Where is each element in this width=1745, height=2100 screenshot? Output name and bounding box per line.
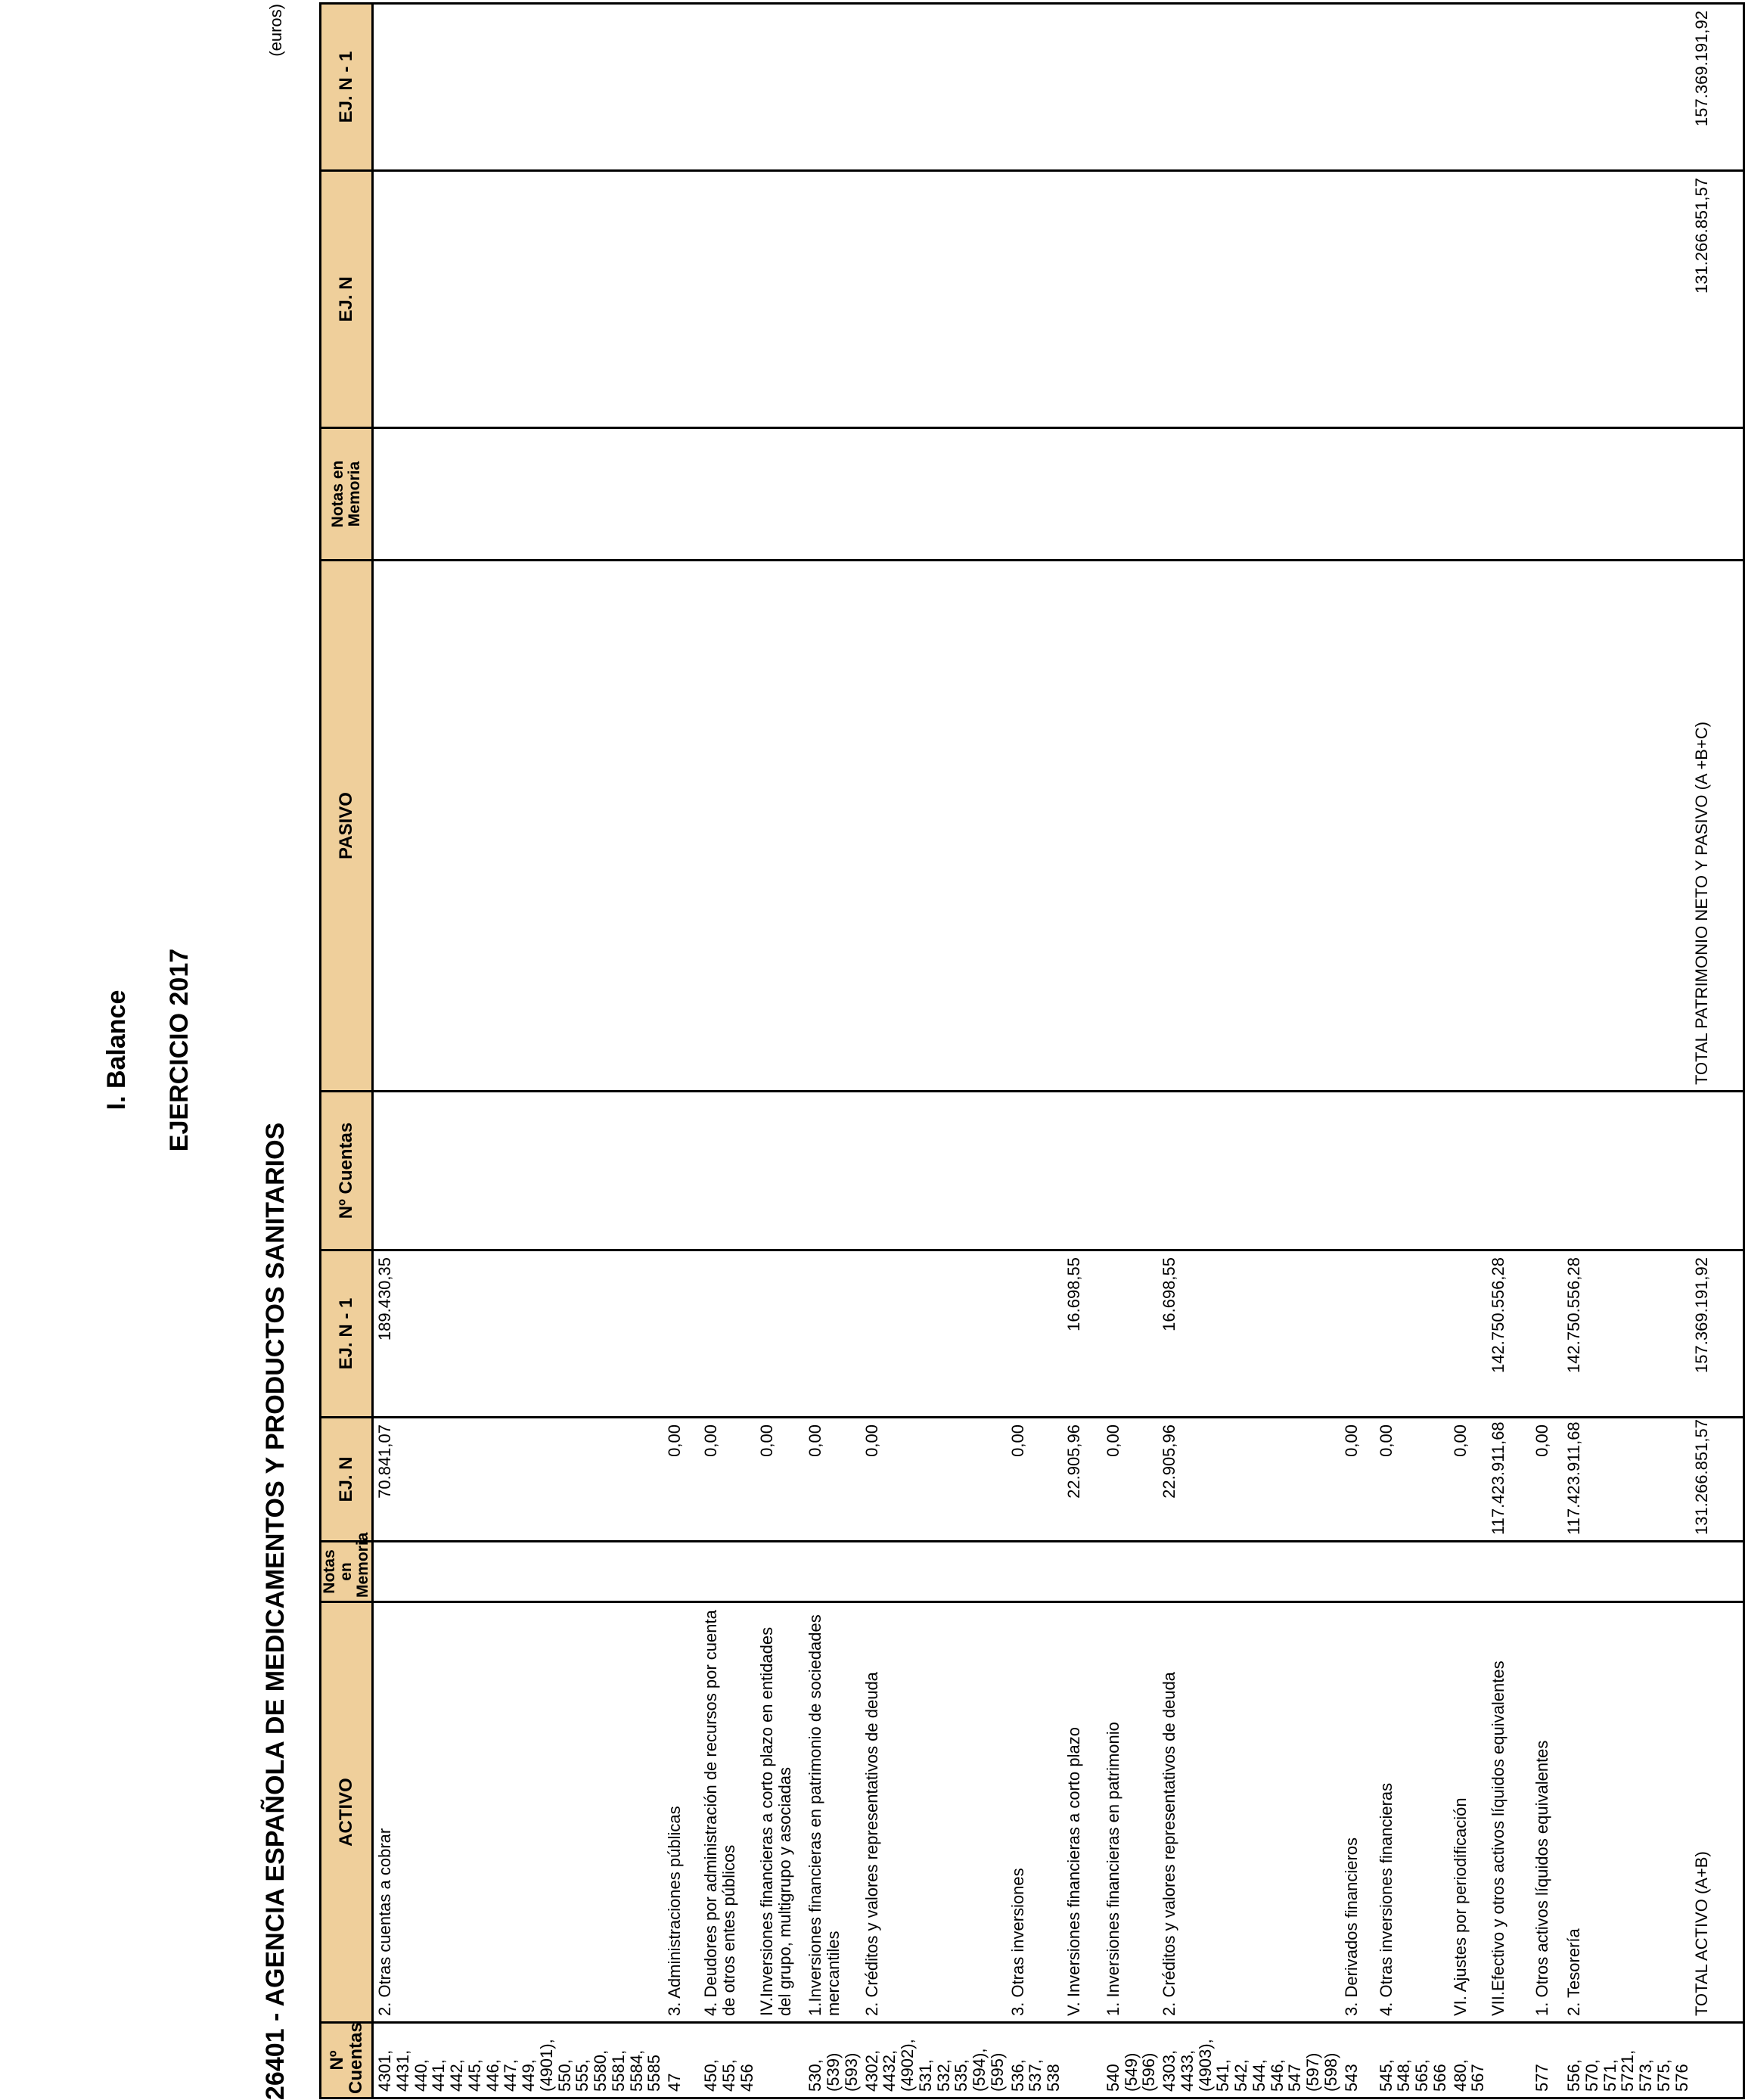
table-row (1102, 4, 1158, 2098)
concepto-cell: 2. Otras cuentas a cobrar (373, 1602, 664, 2023)
pasivo-ejn-cell (804, 171, 860, 428)
table-row (663, 4, 700, 2098)
notas-cell (1158, 1542, 1340, 1602)
table-row (1007, 4, 1063, 2098)
cuentas-cell: 450, 455, 456 (700, 2023, 756, 2098)
table-row (1158, 4, 1340, 2098)
concepto-cell: 3. Derivados financieros (1340, 1602, 1375, 2023)
cuentas-cell: 480, 567 (1449, 2023, 1488, 2098)
concepto-cell: 1.Inversiones financieras en patrimonio de sociedades mercantiles (804, 1602, 860, 2023)
pasivo-ejn-cell (861, 171, 1007, 428)
pasivo-ejn1-cell (756, 4, 804, 171)
ejn1-cell (1531, 1250, 1563, 1418)
pasivo-concepto-cell (1340, 561, 1375, 1092)
ejn-cell: 0,00 (1449, 1418, 1488, 1542)
balance-table (319, 2, 1745, 2099)
total-pasivo-ejn1: 157.369.191,92 (1691, 4, 1743, 171)
pasivo-concepto-cell (756, 561, 804, 1092)
pasivo-notas-cell (804, 428, 860, 561)
pasivo-ejn-cell (1487, 171, 1531, 428)
ejn1-cell: 16.698,55 (1158, 1250, 1340, 1418)
pasivo-concepto-cell (804, 561, 860, 1092)
pasivo-concepto-cell (373, 561, 664, 1092)
notas-cell (804, 1542, 860, 1602)
totals-pasivo-notas-cell (1691, 428, 1743, 561)
cuentas-cell: 577 (1531, 2023, 1563, 2098)
ejn1-cell (756, 1250, 804, 1418)
ejn1-cell (1007, 1250, 1063, 1418)
concepto-cell: 3. Otras inversiones (1007, 1602, 1063, 2023)
pasivo-notas-cell (1531, 428, 1563, 561)
ejn-cell: 0,00 (663, 1418, 700, 1542)
concepto-cell: 4. Deudores por administración de recursos por cuenta de otros entes públicos (700, 1602, 756, 2023)
pasivo-ejn-cell (700, 171, 756, 428)
notas-cell (1563, 1542, 1691, 1602)
pasivo-notas-cell (1007, 428, 1063, 561)
cuentas-cell: 543 (1340, 2023, 1375, 2098)
pasivo-ejn-cell (1063, 171, 1102, 428)
cuentas-cell: 4301, 4431, 440, 441, 442, 445, 446, 447, 449, (4901), 550, 555, 5580, 5581, 5584, 5585 (373, 2023, 664, 2098)
col-notas-activo: Notas en Memoria (321, 1542, 373, 1602)
cuentas-cell (756, 2023, 804, 2098)
pasivo-concepto-cell (1563, 561, 1691, 1092)
pasivo-ejn1-cell (1375, 4, 1449, 171)
pasivo-notas-cell (1487, 428, 1531, 561)
cuentas-cell: 47 (663, 2023, 700, 2098)
cuentas-cell: 540 (549) (596) (1102, 2023, 1158, 2098)
pasivo-concepto-cell (663, 561, 700, 1092)
table-row (1340, 4, 1375, 2098)
pasivo-notas-cell (1158, 428, 1340, 561)
notas-cell (1102, 1542, 1158, 1602)
pasivo-notas-cell (1063, 428, 1102, 561)
pasivo-ejn1-cell (1531, 4, 1563, 171)
pasivo-notas-cell (1102, 428, 1158, 561)
notas-cell (1487, 1542, 1531, 1602)
pasivo-notas-cell (756, 428, 804, 561)
ejn1-cell: 189.430,35 (373, 1250, 664, 1418)
table-row (804, 4, 860, 2098)
notas-cell (1375, 1542, 1449, 1602)
cuentas-cell (1063, 2023, 1102, 2098)
concepto-cell: VI. Ajustes por periodificación (1449, 1602, 1488, 2023)
ejn-cell: 0,00 (1102, 1418, 1158, 1542)
notas-cell (1449, 1542, 1488, 1602)
concepto-cell: 2. Créditos y valores representativos de deuda (861, 1602, 1007, 2023)
pasivo-cuentas-cell (756, 1092, 804, 1250)
total-pasivo-ejn: 131.266.851,57 (1691, 171, 1743, 428)
pasivo-ejn1-cell (1158, 4, 1340, 171)
table-row (1563, 4, 1691, 2098)
table-row (373, 4, 664, 2098)
header-row (321, 4, 373, 2098)
pasivo-notas-cell (1340, 428, 1375, 561)
section-title: I. Balance (102, 989, 131, 1111)
total-pasivo-label: TOTAL PATRIMONIO NETO Y PASIVO (A +B+C) (1691, 561, 1743, 1092)
pasivo-ejn-cell (373, 171, 664, 428)
table-row (700, 4, 756, 2098)
pasivo-notas-cell (700, 428, 756, 561)
ejn-cell: 117.423.911,68 (1563, 1418, 1691, 1542)
cuentas-cell: 4303, 4433, (4903), 541, 542, 544, 546, 547 (597) (598) (1158, 2023, 1340, 2098)
col-cuentas-pasivo: Nº Cuentas (321, 1092, 373, 1250)
notas-cell (1531, 1542, 1563, 1602)
pasivo-ejn1-cell (373, 4, 664, 171)
pasivo-ejn1-cell (861, 4, 1007, 171)
ejn1-cell (804, 1250, 860, 1418)
ejn-cell: 0,00 (1340, 1418, 1375, 1542)
totals-cuentas-cell (1691, 2023, 1743, 2098)
ejn-cell: 22.905,96 (1063, 1418, 1102, 1542)
ejn-cell: 22.905,96 (1158, 1418, 1340, 1542)
ejn-cell: 0,00 (861, 1418, 1007, 1542)
pasivo-notas-cell (1375, 428, 1449, 561)
pasivo-ejn-cell (1449, 171, 1488, 428)
pasivo-cuentas-cell (1158, 1092, 1340, 1250)
table-body (373, 4, 1744, 2098)
concepto-cell: 1. Inversiones financieras en patrimonio (1102, 1602, 1158, 2023)
concepto-cell: 2. Tesorería (1563, 1602, 1691, 2023)
pasivo-cuentas-cell (1007, 1092, 1063, 1250)
pasivo-notas-cell (861, 428, 1007, 561)
pasivo-cuentas-cell (700, 1092, 756, 1250)
pasivo-ejn1-cell (1063, 4, 1102, 171)
notas-cell (1340, 1542, 1375, 1602)
pasivo-notas-cell (1563, 428, 1691, 561)
pasivo-cuentas-cell (1340, 1092, 1375, 1250)
ejn1-cell (663, 1250, 700, 1418)
pasivo-cuentas-cell (1449, 1092, 1488, 1250)
col-activo: ACTIVO (321, 1602, 373, 2023)
totals-row (1691, 4, 1743, 2098)
ejn-cell: 70.841,07 (373, 1418, 664, 1542)
ejn-cell: 0,00 (804, 1418, 860, 1542)
ejn1-cell (700, 1250, 756, 1418)
col-cuentas-activo: Nº Cuentas (321, 2023, 373, 2098)
notas-cell (1063, 1542, 1102, 1602)
pasivo-cuentas-cell (373, 1092, 664, 1250)
concepto-cell: VII.Efectivo y otros activos líquidos equivalentes (1487, 1602, 1531, 2023)
concepto-cell: V. Inversiones financieras a corto plazo (1063, 1602, 1102, 2023)
concepto-cell: 1. Otros activos líquidos equivalentes (1531, 1602, 1563, 2023)
concepto-cell: 3. Administraciones públicas (663, 1602, 700, 2023)
table-row (861, 4, 1007, 2098)
currency-unit: (euros) (266, 4, 285, 57)
pasivo-notas-cell (663, 428, 700, 561)
notas-cell (700, 1542, 756, 1602)
notas-cell (861, 1542, 1007, 1602)
table-row (1487, 4, 1531, 2098)
pasivo-ejn-cell (756, 171, 804, 428)
ejn-cell: 0,00 (1531, 1418, 1563, 1542)
pasivo-ejn-cell (1007, 171, 1063, 428)
pasivo-notas-cell (373, 428, 664, 561)
concepto-cell: IV.Inversiones financieras a corto plazo en entidades del grupo, multigrupo y asociadas (756, 1602, 804, 2023)
col-ejn1-pasivo: EJ. N - 1 (321, 4, 373, 171)
pasivo-ejn-cell (1531, 171, 1563, 428)
pasivo-ejn1-cell (1449, 4, 1488, 171)
total-activo-ejn: 131.266.851,57 (1691, 1418, 1743, 1542)
notas-cell (756, 1542, 804, 1602)
notas-cell (663, 1542, 700, 1602)
pasivo-cuentas-cell (663, 1092, 700, 1250)
entity-title: 26401 - AGENCIA ESPAÑOLA DE MEDICAMENTOS Y PRODUCTOS SANITARIOS (261, 1122, 290, 2100)
pasivo-cuentas-cell (804, 1092, 860, 1250)
table-row (1449, 4, 1488, 2098)
pasivo-ejn1-cell (1487, 4, 1531, 171)
ejn1-cell (1102, 1250, 1158, 1418)
concepto-cell: 4. Otras inversiones financieras (1375, 1602, 1449, 2023)
pasivo-ejn-cell (1563, 171, 1691, 428)
pasivo-notas-cell (1449, 428, 1488, 561)
pasivo-cuentas-cell (1531, 1092, 1563, 1250)
totals-notas-cell (1691, 1542, 1743, 1602)
cuentas-cell: 556, 570, 571, 5721, 573, 575, 576 (1563, 2023, 1691, 2098)
pasivo-ejn1-cell (1007, 4, 1063, 171)
pasivo-ejn1-cell (700, 4, 756, 171)
table-row (756, 4, 804, 2098)
pasivo-concepto-cell (861, 561, 1007, 1092)
pasivo-cuentas-cell (1563, 1092, 1691, 1250)
ejn1-cell: 142.750.556,28 (1563, 1250, 1691, 1418)
ejn1-cell (1340, 1250, 1375, 1418)
pasivo-cuentas-cell (1063, 1092, 1102, 1250)
ejn-cell: 0,00 (1375, 1418, 1449, 1542)
table-row (1531, 4, 1563, 2098)
cuentas-cell: 536, 537, 538 (1007, 2023, 1063, 2098)
ejn-cell: 0,00 (756, 1418, 804, 1542)
pasivo-concepto-cell (1102, 561, 1158, 1092)
pasivo-ejn-cell (1375, 171, 1449, 428)
ejn-cell: 0,00 (700, 1418, 756, 1542)
pasivo-ejn1-cell (1340, 4, 1375, 171)
exercise-title: EJERCICIO 2017 (165, 948, 194, 1152)
col-ejn-activo: EJ. N (321, 1418, 373, 1542)
pasivo-cuentas-cell (1487, 1092, 1531, 1250)
notas-cell (1007, 1542, 1063, 1602)
ejn1-cell: 16.698,55 (1063, 1250, 1102, 1418)
table-row (1375, 4, 1449, 2098)
pasivo-ejn1-cell (663, 4, 700, 171)
notas-cell (373, 1542, 664, 1602)
total-activo-ejn1: 157.369.191,92 (1691, 1250, 1743, 1418)
pasivo-concepto-cell (1063, 561, 1102, 1092)
ejn1-cell (861, 1250, 1007, 1418)
cuentas-cell: 545, 548, 565, 566 (1375, 2023, 1449, 2098)
pasivo-concepto-cell (700, 561, 756, 1092)
ejn-cell: 117.423.911,68 (1487, 1418, 1531, 1542)
cuentas-cell (1487, 2023, 1531, 2098)
pasivo-cuentas-cell (861, 1092, 1007, 1250)
cuentas-cell: 530, (539) (593) (804, 2023, 860, 2098)
ejn1-cell (1449, 1250, 1488, 1418)
pasivo-ejn1-cell (1102, 4, 1158, 171)
pasivo-concepto-cell (1449, 561, 1488, 1092)
pasivo-ejn-cell (1340, 171, 1375, 428)
pasivo-concepto-cell (1158, 561, 1340, 1092)
ejn1-cell: 142.750.556,28 (1487, 1250, 1531, 1418)
total-activo-label: TOTAL ACTIVO (A+B) (1691, 1602, 1743, 2023)
pasivo-ejn1-cell (1563, 4, 1691, 171)
pasivo-ejn1-cell (804, 4, 860, 171)
col-ejn-pasivo: EJ. N (321, 171, 373, 428)
pasivo-ejn-cell (1158, 171, 1340, 428)
ejn1-cell (1375, 1250, 1449, 1418)
pasivo-ejn-cell (663, 171, 700, 428)
pasivo-concepto-cell (1007, 561, 1063, 1092)
pasivo-concepto-cell (1487, 561, 1531, 1092)
cuentas-cell: 4302, 4432, (4902), 531, 532, 535, (594), (595) (861, 2023, 1007, 2098)
table-row (1063, 4, 1102, 2098)
col-notas-pasivo: Notas en Memoria (321, 428, 373, 561)
col-pasivo: PASIVO (321, 561, 373, 1092)
pasivo-ejn-cell (1102, 171, 1158, 428)
pasivo-concepto-cell (1375, 561, 1449, 1092)
pasivo-cuentas-cell (1102, 1092, 1158, 1250)
totals-pasivo-cuentas-cell (1691, 1092, 1743, 1250)
col-ejn1-activo: EJ. N - 1 (321, 1250, 373, 1418)
pasivo-cuentas-cell (1375, 1092, 1449, 1250)
pasivo-concepto-cell (1531, 561, 1563, 1092)
ejn-cell: 0,00 (1007, 1418, 1063, 1542)
concepto-cell: 2. Créditos y valores representativos de deuda (1158, 1602, 1340, 2023)
